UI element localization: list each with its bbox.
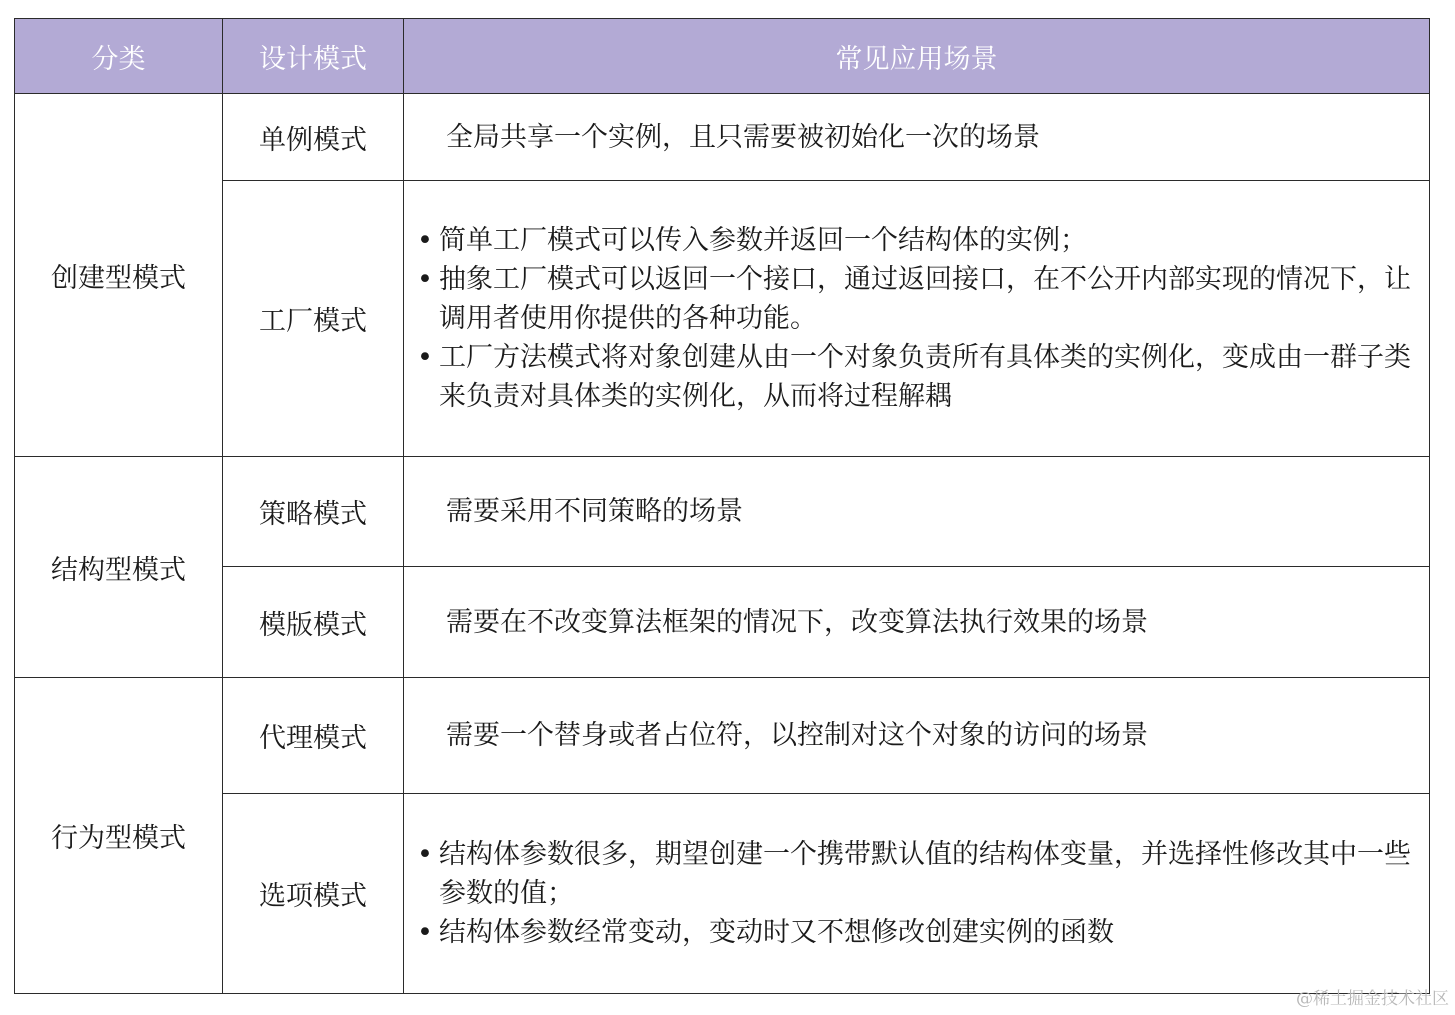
table-row bbox=[15, 457, 1430, 567]
table-row bbox=[15, 794, 1430, 994]
bullet-text: 简单工厂模式可以传入参数并返回一个结构体的实例； bbox=[439, 225, 1087, 256]
list-item bbox=[404, 338, 1421, 416]
pattern-options: 选项模式 bbox=[223, 794, 404, 994]
table-row bbox=[15, 678, 1430, 794]
bullet-text: 结构体参数经常变动，变动时又不想修改创建实例的函数 bbox=[439, 917, 1114, 948]
category-structural: 结构型模式 bbox=[15, 457, 223, 678]
bullet-text: 结构体参数很多，期望创建一个携带默认值的结构体变量，并选择性修改其中一些参数的值； bbox=[439, 839, 1411, 909]
design-patterns-table bbox=[14, 18, 1430, 994]
scenario-text: 需要一个替身或者占位符，以控制对这个对象的访问的场景 bbox=[446, 720, 1148, 751]
pattern-singleton: 单例模式 bbox=[223, 94, 404, 181]
list-item bbox=[404, 260, 1421, 338]
header-scenario: 常见应用场景 bbox=[404, 19, 1430, 94]
pattern-proxy: 代理模式 bbox=[223, 678, 404, 794]
pattern-strategy: 策略模式 bbox=[223, 457, 404, 567]
bullet-icon: • bbox=[417, 264, 433, 295]
scenario-text: 需要在不改变算法框架的情况下，改变算法执行效果的场景 bbox=[446, 606, 1148, 638]
header-category: 分类 bbox=[15, 19, 223, 94]
list-item bbox=[404, 913, 1421, 952]
bullet-text: 抽象工厂模式可以返回一个接口，通过返回接口，在不公开内部实现的情况下，让调用者使用你提供的各种功能。 bbox=[439, 264, 1411, 334]
table-row bbox=[15, 567, 1430, 678]
table-header-row bbox=[15, 19, 1430, 94]
pattern-factory: 工厂模式 bbox=[223, 181, 404, 457]
category-creational: 创建型模式 bbox=[15, 94, 223, 457]
header-pattern: 设计模式 bbox=[223, 19, 404, 94]
category-behavioral: 行为型模式 bbox=[15, 678, 223, 994]
bullet-text: 工厂方法模式将对象创建从由一个对象负责所有具体类的实例化，变成由一群子类来负责对具体类的实例化，从而将过程解耦 bbox=[439, 342, 1411, 412]
scenario-text: 全局共享一个实例，且只需要被初始化一次的场景 bbox=[446, 121, 1040, 153]
scenario-strategy bbox=[404, 457, 1430, 567]
scenario-singleton bbox=[404, 94, 1430, 181]
list-item bbox=[404, 835, 1421, 913]
list-item bbox=[404, 221, 1421, 260]
table-row bbox=[15, 94, 1430, 181]
scenario-text: 需要采用不同策略的场景 bbox=[446, 496, 743, 527]
bullet-icon: • bbox=[417, 225, 433, 256]
table-row bbox=[15, 181, 1430, 457]
bullet-icon: • bbox=[417, 342, 433, 373]
scenario-template bbox=[404, 567, 1430, 678]
scenario-options bbox=[404, 794, 1430, 994]
bullet-icon: • bbox=[417, 917, 433, 948]
watermark: @稀土掘金技术社区 bbox=[1296, 989, 1449, 1009]
scenario-factory bbox=[404, 181, 1430, 457]
scenario-proxy bbox=[404, 678, 1430, 794]
scenario-bullet-list bbox=[404, 221, 1429, 416]
scenario-bullet-list bbox=[404, 835, 1429, 952]
pattern-template: 模版模式 bbox=[223, 567, 404, 678]
bullet-icon: • bbox=[417, 839, 433, 870]
